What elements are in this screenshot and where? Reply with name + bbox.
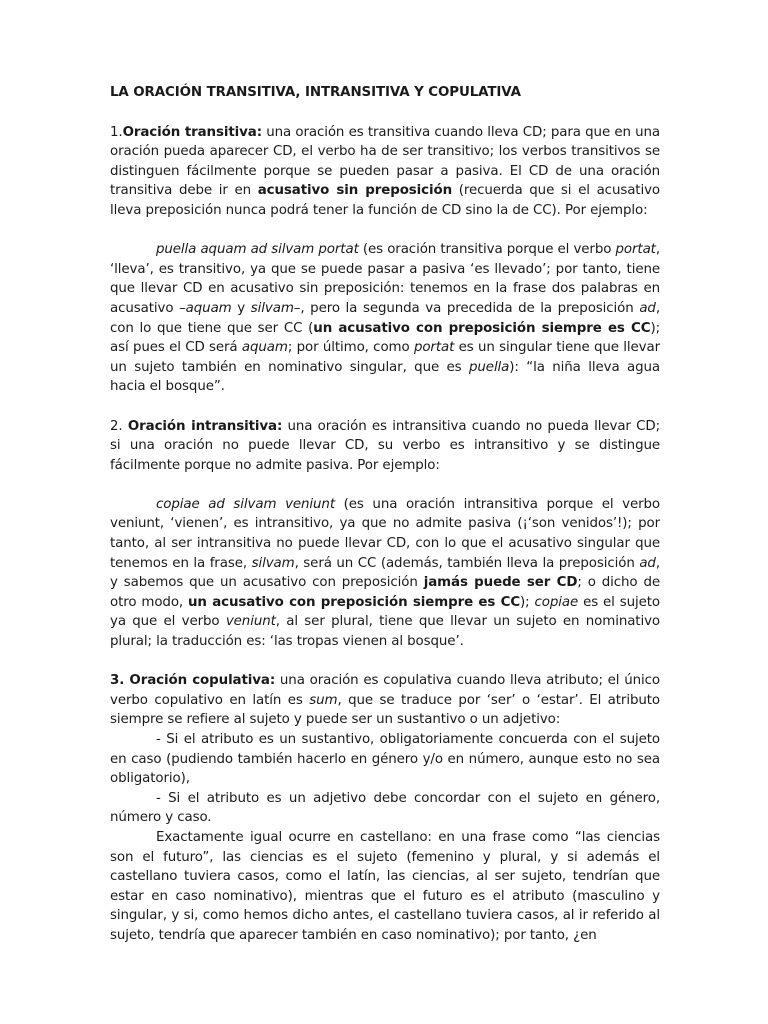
text-span: , que se traduce por ‘ser’ o ‘estar’. El atributo siempre se refiere al sujeto y puede ser un sustantivo o un adjetivo:	[110, 692, 660, 728]
bold-span: jamás puede ser CD	[423, 575, 578, 591]
section-heading-copulative: 3. Oración copulativa:	[110, 673, 276, 689]
text-span: –, pero la segunda va precedida de la preposición	[293, 300, 640, 316]
text-span: ; por último, como	[287, 340, 414, 356]
section-heading-transitive: Oración transitiva:	[122, 124, 262, 140]
paragraph-gap	[110, 397, 660, 417]
section-transitive-paragraph	[110, 123, 660, 221]
latin-word: ad	[639, 300, 656, 316]
text-span: , ‘lleva’, es transitivo, ya que se puede pasar a pasiva ‘es llevado’; por tanto, tiene que llevar CD en acusativo sin preposición: tenemos en la frase dos palabras en acusativo –	[110, 242, 660, 316]
text-span: es el sujeto ya que el verbo	[110, 594, 660, 630]
text-span: (es oración transitiva porque el verbo	[358, 242, 616, 258]
text-span: );	[520, 594, 535, 610]
text-span: (es una oración intransitiva porque el verbo veniunt, ‘vienen’, es intransitivo, ya que no admite pasiva (¡‘son venidos’!); por tanto, al ser intransitiva no puede llevar CD, con lo que el acusativo singular que tenemos en la frase,	[110, 496, 661, 571]
latin-word: silvam	[251, 555, 295, 571]
bold-span: acusativo sin preposición	[257, 183, 453, 199]
latin-word: copiae	[534, 594, 579, 610]
example-intransitive-paragraph	[110, 495, 660, 652]
text-span: (recuerda que si el acusativo lleva preposición nunca podrá tener la función de CD sino la de CC). Por ejemplo:	[110, 183, 660, 218]
text-span: una oración es copulativa cuando lleva atributo; el único verbo copulativo en latín es	[110, 673, 660, 708]
text-span: una oración es transitiva cuando lleva CD; para que en una oración pueda aparecer CD, el verbo ha de ser transitivo; los verbos transitivos se distinguen fácilmente porque se pueden pasar a pasiva. El CD de una oración transitiva debe ir en	[110, 124, 660, 199]
text-span: ; o dicho de otro modo,	[110, 575, 660, 610]
latin-word: portat	[413, 340, 455, 356]
castellano-paragraph: Exactamente igual ocurre en castellano: en una frase como “las ciencias son el futuro”, las ciencias es el sujeto (femenino y plural, y si además el castellano tuviera casos, como el latín, las ciencias, al ser sujeto, tendrían que estar en caso nominativo), mientras que el futuro es el atributo (masculino y singular, y si, como hemos dicho antes, el castellano tuviera casos, al ir referido al sujeto, tendría que aparecer también en caso nominativo); por tanto, ¿en	[110, 829, 660, 943]
text-span: ); así pues el CD será	[110, 320, 660, 356]
bold-span: un acusativo con preposición siempre es CC	[188, 594, 521, 610]
paragraph-gap	[110, 652, 660, 672]
latin-word: ad	[639, 555, 656, 571]
list-item-adjective-attribute: - Si el atributo es un adjetivo debe concordar con el sujeto en género, número y caso.	[110, 790, 660, 826]
section-number: 1.	[110, 124, 123, 140]
latin-example: copiae ad silvam veniunt	[156, 496, 335, 512]
section-number: 2.	[110, 418, 128, 434]
text-span: , y sabemos que un acusativo con preposición	[110, 555, 661, 591]
text-span: , con lo que tiene que ser CC (	[110, 300, 660, 336]
latin-example: puella aquam ad silvam portat	[156, 242, 359, 258]
section-intransitive-paragraph	[110, 417, 660, 476]
latin-word: aquam	[241, 340, 288, 356]
section-copulative-paragraph	[110, 671, 660, 730]
latin-word: aquam	[185, 300, 232, 316]
text-span: una oración es intransitiva cuando no pueda llevar CD; si una oración no puede llevar CD, su verbo es intransitivo y se distingue fácilmente porque no admite pasiva. Por ejemplo:	[110, 418, 660, 473]
latin-word: veniunt	[225, 614, 276, 630]
latin-word: sum	[309, 692, 338, 708]
latin-word: silvam	[250, 300, 294, 316]
list-item-noun-attribute: - Si el atributo es un sustantivo, obligatoriamente concuerda con el sujeto en caso (pudiendo también hacerlo en género y/o en número, aunque esto no sea obligatorio),	[110, 732, 660, 787]
example-transitive-paragraph	[110, 240, 660, 397]
text-span: , será un CC (además, también lleva la preposición	[294, 555, 640, 571]
text-span: es un singular tiene que llevar un sujeto también en nominativo singular, que es	[110, 340, 661, 375]
latin-word: portat	[615, 242, 656, 258]
document-title: LA ORACIÓN TRANSITIVA, INTRANSITIVA Y COPULATIVA	[110, 85, 521, 100]
section-heading-intransitive: Oración intransitiva:	[127, 418, 283, 434]
bold-span: un acusativo con preposición siempre es CC	[313, 320, 651, 336]
paragraph-gap	[110, 475, 660, 495]
latin-word: puella	[469, 359, 510, 375]
text-span: y	[231, 300, 251, 316]
text-span: , al ser plural, tiene que llevar un sujeto en nominativo plural; la traducción es: ‘las tropas vienen al bosque’.	[110, 614, 660, 650]
paragraph-gap	[110, 221, 660, 241]
text-span: ): “la niña lleva agua hacia el bosque”.	[110, 359, 660, 395]
